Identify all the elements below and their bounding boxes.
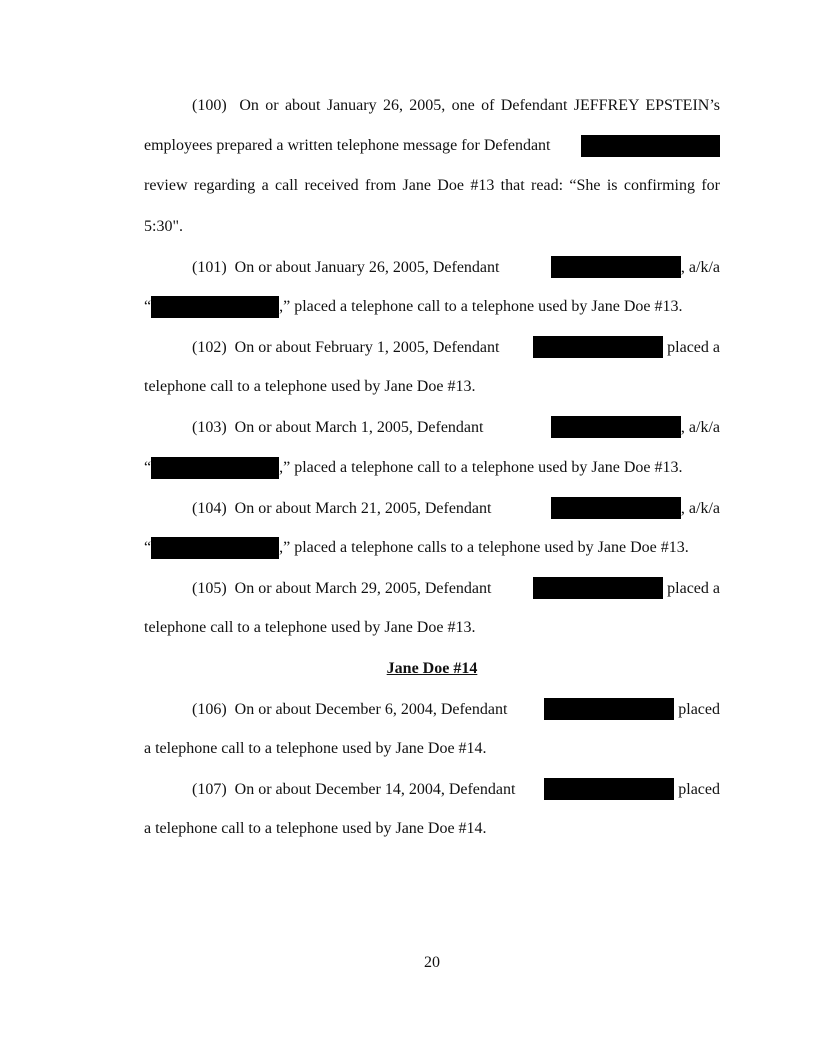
page-number: 20 xyxy=(424,954,440,971)
paragraph-102-line-2 xyxy=(144,376,720,398)
text: , a/k/a xyxy=(680,419,720,436)
redaction-box xyxy=(151,537,279,559)
paragraph-100-line-3 xyxy=(144,175,720,197)
paragraph-101-line-2 xyxy=(144,296,720,318)
paragraph-100-line-2 xyxy=(144,135,720,157)
redaction-box xyxy=(533,336,663,358)
paragraph-101-line-1 xyxy=(144,256,720,279)
text: ,” placed a telephone call to a telephone used by Jane Doe #13. xyxy=(279,298,683,315)
paragraph-105-line-2 xyxy=(144,617,720,639)
text: placed a xyxy=(667,580,720,597)
paragraph-number: (103) xyxy=(192,418,227,436)
paragraph-number: (107) xyxy=(192,780,227,798)
text: ,” placed a telephone calls to a telephone used by Jane Doe #13. xyxy=(279,539,689,556)
text: a telephone call to a telephone used by Jane Doe #14. xyxy=(144,820,487,837)
paragraph-number: (100) xyxy=(192,97,227,114)
paragraph-number: (101) xyxy=(192,258,227,276)
text: On or about March 1, 2005, Defendant xyxy=(234,418,484,436)
paragraph-104-line-1 xyxy=(144,497,720,520)
text: telephone call to a telephone used by Jane Doe #13. xyxy=(144,619,476,636)
text: , a/k/a xyxy=(680,259,720,276)
redaction-box xyxy=(551,497,681,519)
paragraph-100-line-1 xyxy=(144,95,720,117)
text: “ xyxy=(144,459,152,476)
redaction-box xyxy=(544,698,674,720)
text: On or about March 29, 2005, Defendant xyxy=(234,579,492,597)
text: placed a xyxy=(667,339,720,356)
paragraph-106-line-1 xyxy=(144,698,720,721)
text: On or about January 26, 2005, Defendant xyxy=(234,258,500,276)
text: On or about December 14, 2004, Defendant xyxy=(234,780,516,798)
text: , a/k/a xyxy=(680,500,720,517)
paragraph-105-line-1 xyxy=(144,577,720,600)
text: placed xyxy=(678,781,720,798)
paragraph-107-line-1 xyxy=(144,778,720,801)
redaction-box xyxy=(151,296,279,318)
text: review regarding a call received from Jane Doe #13 that read: “She is confirming for xyxy=(144,177,720,194)
text: 5:30". xyxy=(144,218,183,235)
redaction-box xyxy=(551,416,681,438)
paragraph-number: (106) xyxy=(192,700,227,718)
text: On or about January 26, 2005, one of Defendant JEFFREY EPSTEIN’s xyxy=(239,97,720,114)
text: a telephone call to a telephone used by Jane Doe #14. xyxy=(144,740,487,757)
text: On or about December 6, 2004, Defendant xyxy=(234,700,508,718)
text: “ xyxy=(144,539,152,556)
redaction-box xyxy=(551,256,681,278)
redaction-box xyxy=(544,778,674,800)
text: “ xyxy=(144,298,152,315)
text: employees prepared a written telephone message for Defendant xyxy=(144,137,551,154)
text: On or about March 21, 2005, Defendant xyxy=(234,499,492,517)
paragraph-106-line-2 xyxy=(144,738,720,760)
paragraph-100-line-4 xyxy=(144,216,720,238)
paragraph-102-line-1 xyxy=(144,336,720,359)
text: ,” placed a telephone call to a telephone used by Jane Doe #13. xyxy=(279,459,683,476)
text: placed xyxy=(678,701,720,718)
redaction-box xyxy=(581,135,720,157)
paragraph-number: (102) xyxy=(192,338,227,356)
section-heading: Jane Doe #14 xyxy=(386,660,478,677)
text: On or about February 1, 2005, Defendant xyxy=(234,338,500,356)
paragraph-104-line-2 xyxy=(144,537,720,559)
paragraph-107-line-2 xyxy=(144,818,720,840)
paragraph-103-line-2 xyxy=(144,457,720,479)
text: telephone call to a telephone used by Jane Doe #13. xyxy=(144,378,476,395)
paragraph-103-line-1 xyxy=(144,416,720,439)
redaction-box xyxy=(151,457,279,479)
paragraph-number: (105) xyxy=(192,579,227,597)
paragraph-number: (104) xyxy=(192,499,227,517)
redaction-box xyxy=(533,577,663,599)
